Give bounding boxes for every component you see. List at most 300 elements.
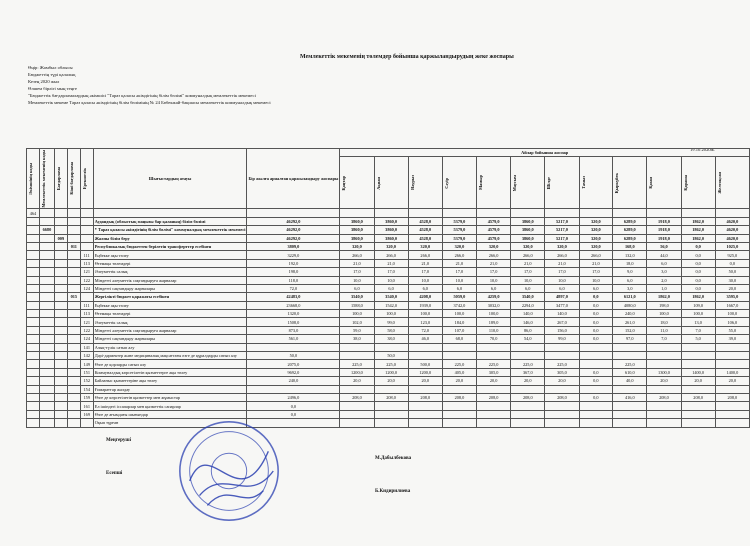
month-value-cell (647, 410, 681, 418)
month-value-cell: 1588,0 (340, 301, 374, 309)
month-value-cell (715, 419, 749, 427)
code-admin-cell (27, 234, 40, 242)
month-value-cell: 21,0 (477, 259, 511, 267)
month-value-cell: 100,0 (442, 310, 476, 318)
month-value-cell (511, 419, 545, 427)
code-program-cell (54, 301, 67, 309)
code-specific-cell (80, 242, 93, 250)
month-value-cell (715, 402, 749, 410)
month-value-cell (613, 209, 647, 217)
month-value-cell: 1200,0 (374, 368, 408, 376)
code-institution-cell (39, 268, 54, 276)
annual-total-cell: 23668,0 (247, 301, 340, 309)
table-row (27, 242, 750, 250)
month-value-cell: 5059,0 (442, 293, 476, 301)
month-value-cell (408, 343, 442, 351)
month-value-cell: 100,0 (715, 310, 749, 318)
month-value-cell: 0,0 (579, 368, 613, 376)
month-value-cell: 0,0 (579, 335, 613, 343)
month-value-cell (715, 352, 749, 360)
code-institution-cell (39, 217, 54, 225)
code-subprogram-cell: 015 (67, 293, 80, 301)
month-value-cell: 1862,0 (681, 234, 715, 242)
code-admin-cell (27, 343, 40, 351)
annual-total-cell: 46292,0 (247, 226, 340, 234)
expense-name-cell: Әлеуметтік салық (93, 268, 247, 276)
code-specific-cell (80, 226, 93, 234)
month-value-cell (340, 419, 374, 427)
code-institution-cell (39, 251, 54, 259)
month-value-cell: 20,0 (477, 377, 511, 385)
expense-name-cell: Міндетті сақтандыру жарналары (93, 284, 247, 292)
month-value-cell (545, 402, 579, 410)
table-row (27, 318, 750, 326)
code-specific-cell (80, 293, 93, 301)
month-value-cell: 225,0 (545, 360, 579, 368)
month-value-cell: 5379,0 (442, 234, 476, 242)
code-program-cell (54, 209, 67, 217)
signature-accountant-label: Есепші (106, 471, 123, 476)
month-value-cell (647, 385, 681, 393)
month-value-cell: 86,0 (511, 326, 545, 334)
month-value-cell: 1200,0 (340, 368, 374, 376)
code-admin-cell (27, 360, 40, 368)
code-specific-cell (80, 419, 93, 427)
month-value-cell: 3,0 (613, 284, 647, 292)
month-value-cell: 3742,0 (442, 301, 476, 309)
code-specific-cell: 169 (80, 410, 93, 418)
code-specific-cell: 151 (80, 368, 93, 376)
month-value-cell: 4528,0 (408, 226, 442, 234)
code-subprogram-cell (67, 234, 80, 242)
code-admin-cell (27, 310, 40, 318)
code-program-cell (54, 352, 67, 360)
month-value-cell: 20,0 (681, 377, 715, 385)
month-value-cell (647, 360, 681, 368)
code-subprogram-cell (67, 284, 80, 292)
month-value-cell: 367,0 (511, 368, 545, 376)
code-specific-cell: 124 (80, 284, 93, 292)
code-specific-cell: 122 (80, 276, 93, 284)
code-specific-cell (80, 217, 93, 225)
month-value-cell: 320,0 (408, 242, 442, 250)
table-row (27, 310, 750, 318)
code-admin-cell (27, 251, 40, 259)
code-specific-cell: 122 (80, 326, 93, 334)
month-value-cell (408, 419, 442, 427)
code-specific-cell: 113 (80, 259, 93, 267)
month-value-cell: 3595,0 (715, 293, 749, 301)
month-value-cell: 3540,0 (340, 293, 374, 301)
month-value-cell: 100,0 (477, 310, 511, 318)
month-value-cell: 4528,0 (408, 217, 442, 225)
annual-total-cell: 50,0 (247, 352, 340, 360)
month-value-cell: 189,0 (477, 318, 511, 326)
month-value-cell: 1542,0 (374, 301, 408, 309)
month-value-cell: 20,0 (647, 377, 681, 385)
table-row (27, 402, 750, 410)
code-program-cell (54, 276, 67, 284)
month-value-cell (681, 385, 715, 393)
month-value-cell: 21,0 (374, 259, 408, 267)
code-specific-cell: 113 (80, 310, 93, 318)
header-month-8: Қыркүйек (613, 157, 647, 209)
month-value-cell: 17,0 (579, 268, 613, 276)
month-value-cell: 266,0 (374, 251, 408, 259)
code-subprogram-cell (67, 335, 80, 343)
month-value-cell: 320,0 (579, 234, 613, 242)
month-value-cell: 10,0 (579, 276, 613, 284)
month-value-cell: 1,0 (647, 284, 681, 292)
month-value-cell: 20,0 (715, 377, 749, 385)
expense-name-cell (93, 209, 247, 217)
code-program-cell (54, 310, 67, 318)
month-value-cell: 50,0 (374, 352, 408, 360)
month-value-cell: 225,0 (374, 360, 408, 368)
code-subprogram-cell (67, 259, 80, 267)
month-value-cell: 4528,0 (408, 234, 442, 242)
month-value-cell: 266,0 (340, 251, 374, 259)
month-value-cell: 5217,0 (545, 217, 579, 225)
expense-name-cell: Өтемақы төлемдері (93, 310, 247, 318)
month-value-cell (477, 343, 511, 351)
month-value-cell: 38,0 (374, 335, 408, 343)
code-institution-cell (39, 276, 54, 284)
month-value-cell: 2,0 (647, 276, 681, 284)
code-institution-cell (39, 360, 54, 368)
month-value-cell: 0,0 (579, 377, 613, 385)
code-admin-cell (27, 352, 40, 360)
annual-total-cell: 873,0 (247, 326, 340, 334)
month-value-cell (374, 419, 408, 427)
code-program-cell (54, 217, 67, 225)
month-value-cell (681, 360, 715, 368)
code-admin-cell (27, 419, 40, 427)
expense-name-cell: Аудандық (облыстық маңызы бар қаланың) білім бөлімі (93, 217, 247, 225)
month-value-cell: 3860,0 (374, 217, 408, 225)
month-value-cell: 0,0 (579, 301, 613, 309)
month-value-cell: 3860,0 (511, 217, 545, 225)
month-value-cell: 320,0 (374, 242, 408, 250)
annual-total-cell: 240,0 (247, 377, 340, 385)
month-value-cell: 10,0 (477, 276, 511, 284)
month-value-cell: 4259,0 (477, 293, 511, 301)
code-institution-cell (39, 242, 54, 250)
month-value-cell: 20,0 (408, 377, 442, 385)
month-value-cell: 18,0 (613, 259, 647, 267)
month-value-cell: 6,0 (545, 284, 579, 292)
month-value-cell: 2294,0 (511, 301, 545, 309)
month-value-cell: 21,0 (340, 259, 374, 267)
month-value-cell (579, 343, 613, 351)
code-program-cell (54, 410, 67, 418)
month-value-cell: 58,0 (374, 326, 408, 334)
month-value-cell: 6,0 (477, 284, 511, 292)
month-value-cell (715, 343, 749, 351)
document-date: 19.10.2020ж. (690, 147, 715, 152)
code-program-cell (54, 377, 67, 385)
month-value-cell (681, 402, 715, 410)
month-value-cell: 4208,0 (408, 293, 442, 301)
month-value-cell (681, 352, 715, 360)
month-value-cell: 4620,0 (715, 217, 749, 225)
annual-total-cell: 118,0 (247, 276, 340, 284)
header-month-1: Ақпан (374, 157, 408, 209)
annual-total-cell: 42483,0 (247, 293, 340, 301)
code-program-cell (54, 268, 67, 276)
month-value-cell: 6,0 (647, 259, 681, 267)
month-value-cell: 20,0 (340, 377, 374, 385)
table-row (27, 377, 750, 385)
month-value-cell: 1918,0 (647, 217, 681, 225)
header-month-11: Желтоқсан (715, 157, 749, 209)
document-title: Мемлекеттік мекеменің төлемдер бойынша қаржыландырудың жеке жоспары (300, 54, 514, 60)
expense-name-cell: Міндетті әлеуметтік сақтандыруға жарналар (93, 326, 247, 334)
expense-name-cell: Ғимараттар жалдау (93, 385, 247, 393)
annual-total-cell: 2496,0 (247, 393, 340, 401)
month-value-cell: 110,0 (477, 326, 511, 334)
annual-total-cell: 0,0 (247, 410, 340, 418)
table-row (27, 217, 750, 225)
month-value-cell (647, 419, 681, 427)
table-row (27, 335, 750, 343)
month-value-cell (681, 419, 715, 427)
month-value-cell: 208,0 (647, 393, 681, 401)
code-program-cell (54, 259, 67, 267)
month-value-cell: 3540,0 (511, 293, 545, 301)
code-program-cell: 009 (54, 234, 67, 242)
code-subprogram-cell (67, 343, 80, 351)
month-value-cell: 55,0 (715, 326, 749, 334)
annual-total-cell: 46292,0 (247, 217, 340, 225)
month-value-cell: 100,0 (408, 310, 442, 318)
month-value-cell: 208,0 (715, 393, 749, 401)
month-value-cell (374, 410, 408, 418)
month-value-cell: 240,0 (613, 310, 647, 318)
month-value-cell (579, 410, 613, 418)
annual-total-cell: 192,0 (247, 259, 340, 267)
month-value-cell (545, 343, 579, 351)
month-value-cell: 140,0 (545, 310, 579, 318)
month-value-cell (442, 402, 476, 410)
month-value-cell: 7,0 (681, 326, 715, 334)
code-subprogram-cell (67, 326, 80, 334)
month-value-cell: 1667,0 (715, 301, 749, 309)
month-value-cell (374, 209, 408, 217)
code-program-cell (54, 242, 67, 250)
month-value-cell (340, 343, 374, 351)
month-value-cell: 3860,0 (511, 234, 545, 242)
header-month-7: Тамыз (579, 157, 613, 209)
month-value-cell: 50,0 (715, 268, 749, 276)
month-value-cell: 6,0 (408, 284, 442, 292)
code-subprogram-cell (67, 402, 80, 410)
expense-name-cell: Өзге де қорларды сатып алу (93, 360, 247, 368)
month-value-cell: 6,0 (340, 284, 374, 292)
month-value-cell: 38,0 (340, 335, 374, 343)
month-value-cell (613, 410, 647, 418)
expense-name-cell: Еңбекке ақы төлеу (93, 301, 247, 309)
code-program-cell (54, 335, 67, 343)
month-value-cell: 225,0 (511, 360, 545, 368)
expense-name-cell: Міндетті әлеуметтік сақтандыруға жарналар (93, 276, 247, 284)
month-value-cell: 266,0 (511, 251, 545, 259)
code-specific-cell: 124 (80, 335, 93, 343)
month-value-cell: 6,0 (511, 284, 545, 292)
code-specific-cell: 121 (80, 268, 93, 276)
code-institution-cell (39, 419, 54, 427)
month-value-cell: 1200,0 (408, 368, 442, 376)
month-value-cell: 1400,0 (715, 368, 749, 376)
table-row (27, 368, 750, 376)
code-subprogram-cell (67, 385, 80, 393)
code-subprogram-cell (67, 217, 80, 225)
month-value-cell (340, 410, 374, 418)
table-row (27, 234, 750, 242)
code-institution-cell (39, 326, 54, 334)
month-value-cell: 925,0 (715, 251, 749, 259)
month-value-cell (442, 352, 476, 360)
month-value-cell: 20,0 (545, 377, 579, 385)
code-admin-cell (27, 242, 40, 250)
month-value-cell: 4080,0 (613, 301, 647, 309)
month-value-cell: 208,0 (340, 393, 374, 401)
month-value-cell (408, 209, 442, 217)
month-value-cell (613, 385, 647, 393)
month-value-cell (715, 410, 749, 418)
month-value-cell: 4620,0 (715, 226, 749, 234)
code-subprogram-cell (67, 419, 80, 427)
month-value-cell: 225,0 (442, 360, 476, 368)
code-admin-cell (27, 368, 40, 376)
table-row (27, 276, 750, 284)
code-program-cell (54, 385, 67, 393)
header-program: Бағдарлама (54, 149, 67, 209)
expense-name-cell: Республикалық бюджеттен берілетін трансферттер есебінен (93, 242, 247, 250)
month-value-cell: 1300,0 (647, 368, 681, 376)
month-value-cell: 59,0 (340, 326, 374, 334)
table-row (27, 326, 750, 334)
expense-name-cell: Жалпы білім беру (93, 234, 247, 242)
meta-budget-type: Бюджеттің түрі қалалық (28, 72, 76, 77)
month-value-cell: 610,0 (613, 368, 647, 376)
month-value-cell: 5379,0 (442, 226, 476, 234)
table-row (27, 352, 750, 360)
month-value-cell: 168,0 (613, 242, 647, 250)
month-value-cell (374, 385, 408, 393)
month-value-cell: 208,0 (408, 393, 442, 401)
header-specific: Ерекшелік (80, 149, 93, 209)
month-value-cell: 208,0 (545, 393, 579, 401)
header-month-10: Қараша (681, 157, 715, 209)
table-row (27, 410, 750, 418)
code-subprogram-cell (67, 318, 80, 326)
annual-total-cell: 2075,0 (247, 360, 340, 368)
month-value-cell: 320,0 (340, 242, 374, 250)
header-month-9: Қазан (647, 157, 681, 209)
month-value-cell: 6289,0 (613, 226, 647, 234)
code-admin-cell (27, 393, 40, 401)
month-value-cell: 1862,0 (681, 293, 715, 301)
month-value-cell: 3860,0 (374, 226, 408, 234)
table-row (27, 419, 750, 427)
month-value-cell: 106,0 (715, 318, 749, 326)
month-value-cell: 4897,0 (545, 293, 579, 301)
code-institution-cell: 6680 (39, 226, 54, 234)
code-admin-cell: 464 (27, 209, 40, 217)
month-value-cell: 305,0 (477, 368, 511, 376)
table-row (27, 360, 750, 368)
month-value-cell: 500,0 (408, 360, 442, 368)
month-value-cell: 225,0 (477, 360, 511, 368)
month-value-cell: 4620,0 (715, 234, 749, 242)
month-value-cell (613, 402, 647, 410)
code-subprogram-cell (67, 352, 80, 360)
code-admin-cell (27, 377, 40, 385)
month-value-cell: 10,0 (511, 276, 545, 284)
code-subprogram-cell: 011 (67, 242, 80, 250)
month-value-cell (647, 352, 681, 360)
table-row (27, 259, 750, 267)
month-value-cell (613, 419, 647, 427)
annual-total-cell (247, 209, 340, 217)
code-institution-cell (39, 318, 54, 326)
month-value-cell: 9,0 (613, 268, 647, 276)
month-value-cell: 416,0 (613, 393, 647, 401)
code-admin-cell (27, 301, 40, 309)
code-program-cell (54, 326, 67, 334)
month-value-cell (681, 410, 715, 418)
month-value-cell: 21,0 (408, 259, 442, 267)
meta-institution: Мемлекеттік мекеме Тараз қаласы әкімдігінің білім бөлімінің № 24 Бөбекжай-бақшасы мемлекеттік коммуналдық мекемесі (28, 100, 271, 105)
month-value-cell: 266,0 (408, 251, 442, 259)
month-value-cell: 3860,0 (511, 226, 545, 234)
table-row (27, 385, 750, 393)
annual-total-cell: 46292,0 (247, 234, 340, 242)
code-admin-cell (27, 217, 40, 225)
signature-head-name: М.Дабылбекова (375, 456, 412, 461)
annual-total-cell: 0,0 (247, 402, 340, 410)
header-month-6: Шілде (545, 157, 579, 209)
month-value-cell (545, 385, 579, 393)
month-value-cell: 208,0 (374, 393, 408, 401)
month-value-cell: 6289,0 (613, 217, 647, 225)
code-institution-cell (39, 377, 54, 385)
month-value-cell: 11,0 (647, 326, 681, 334)
expense-name-cell: Жергілікті бюджет қаражаты есебінен (93, 293, 247, 301)
month-value-cell: 3540,0 (374, 293, 408, 301)
month-value-cell (511, 410, 545, 418)
header-subprogram: Кіші бағдарлама (67, 149, 80, 209)
header-expense-name: Шығыстардың атауы (93, 149, 247, 209)
month-value-cell: 3860,0 (340, 217, 374, 225)
month-value-cell: 44,0 (647, 251, 681, 259)
month-value-cell (681, 209, 715, 217)
month-value-cell: 0,0 (579, 326, 613, 334)
month-value-cell (374, 343, 408, 351)
code-program-cell (54, 293, 67, 301)
month-value-cell (340, 402, 374, 410)
month-value-cell: 102,0 (340, 318, 374, 326)
month-value-cell (545, 419, 579, 427)
expense-name-cell: Өтемақы төлемдері (93, 259, 247, 267)
month-value-cell: 320,0 (579, 242, 613, 250)
month-value-cell: 1400,0 (681, 368, 715, 376)
code-institution-cell (39, 385, 54, 393)
month-value-cell: 0,0 (715, 259, 749, 267)
month-value-cell: 17,0 (442, 268, 476, 276)
month-value-cell: 6289,0 (613, 234, 647, 242)
